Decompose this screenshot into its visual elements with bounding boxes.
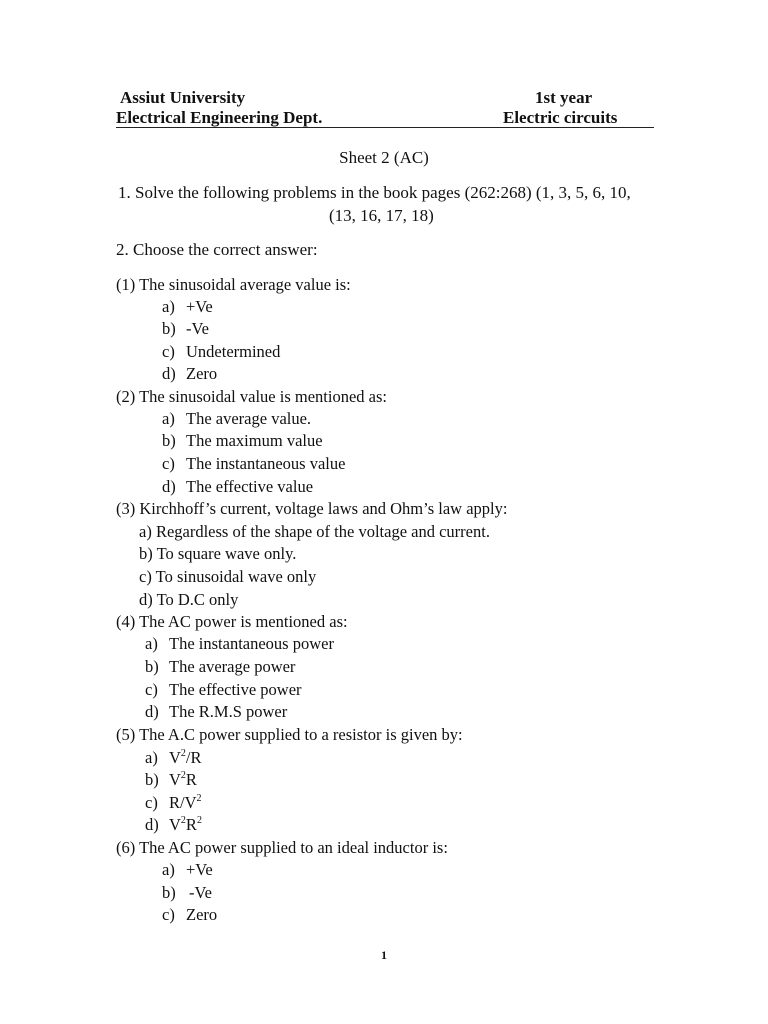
option-label: b) [162, 883, 176, 902]
q5-option-c [145, 793, 202, 813]
university-name: Assiut University [120, 88, 246, 107]
q2-option-d [162, 477, 313, 497]
formula-rest: R [185, 770, 197, 789]
sheet-title: Sheet 2 (AC) [339, 148, 429, 167]
question-5: (5) The A.C power supplied to a resistor is given by: [116, 725, 463, 744]
option-label: c) [162, 454, 175, 473]
option-label: d) [162, 364, 176, 383]
option-text: The instantaneous value [186, 454, 346, 473]
option-label: c) [145, 680, 158, 699]
option-text: The effective power [169, 680, 302, 699]
question-2: (2) The sinusoidal value is mentioned as: [116, 387, 387, 406]
header-divider [116, 127, 654, 128]
q4-option-d [145, 702, 287, 722]
option-label: a) [145, 634, 158, 653]
formula-rest: /R [185, 748, 202, 767]
option-label: c) [162, 905, 175, 924]
option-label: c) [162, 342, 175, 361]
formula-exponent: 2 [180, 748, 186, 759]
option-text: The average value. [186, 409, 312, 428]
formula-base: R/V [169, 793, 197, 812]
formula-base: V [169, 815, 181, 834]
q4-option-b [145, 657, 295, 677]
option-label: c) [145, 793, 158, 812]
formula-rest: R [185, 815, 197, 834]
option-text: +Ve [186, 860, 213, 879]
q1-option-c [162, 342, 280, 362]
option-text: The effective value [186, 477, 314, 496]
option-label: a) [162, 860, 175, 879]
section2-heading: 2. Choose the correct answer: [116, 240, 318, 259]
q5-option-d [145, 815, 202, 835]
option-text: The average power [169, 657, 296, 676]
option-label: b) [145, 657, 159, 676]
q5-option-b [145, 770, 197, 790]
question-3: (3) Kirchhoff’s current, voltage laws and Ohm’s law apply: [116, 499, 508, 518]
option-label: a) [145, 748, 158, 767]
q2-option-c [162, 454, 345, 474]
q6-option-b [162, 883, 212, 903]
option-label: a) [162, 409, 175, 428]
q6-option-a [162, 860, 213, 880]
option-label: d) [162, 477, 176, 496]
formula-base: V [169, 748, 181, 767]
option-text: Zero [186, 364, 218, 383]
option-text: +Ve [186, 297, 213, 316]
formula-exponent: 2 [180, 770, 186, 781]
formula-exponent: 2 [180, 815, 186, 826]
option-text: The R.M.S power [169, 702, 288, 721]
option-text: The maximum value [186, 431, 323, 450]
q1-option-d [162, 364, 217, 384]
option-label: d) [145, 815, 159, 834]
q3-option-c: c) To sinusoidal wave only [139, 567, 317, 586]
question-1: (1) The sinusoidal average value is: [116, 275, 351, 294]
section1-line2: (13, 16, 17, 18) [329, 206, 434, 225]
formula-exponent: 2 [196, 793, 202, 804]
q3-option-a: a) Regardless of the shape of the voltage and current. [139, 522, 490, 541]
study-year: 1st year [535, 88, 593, 107]
option-label: d) [145, 702, 159, 721]
q1-option-b [162, 319, 209, 339]
option-label: b) [162, 319, 176, 338]
course-name: Electric circuits [503, 108, 618, 127]
question-6: (6) The AC power supplied to an ideal inductor is: [116, 838, 448, 857]
option-text: -Ve [186, 319, 209, 338]
q1-option-a [162, 297, 213, 317]
option-text: -Ve [189, 883, 212, 902]
q4-option-a [145, 634, 334, 654]
option-label: b) [145, 770, 159, 789]
option-label: b) [162, 431, 176, 450]
page-number: 1 [381, 948, 387, 962]
option-text: The instantaneous power [169, 634, 334, 653]
formula-base: V [169, 770, 181, 789]
q2-option-a [162, 409, 311, 429]
q4-option-c [145, 680, 302, 700]
q6-option-c [162, 905, 217, 925]
q5-option-a [145, 748, 202, 768]
section1-line1: 1. Solve the following problems in the book pages (262:268) (1, 3, 5, 6, 10, [118, 183, 631, 202]
question-4: (4) The AC power is mentioned as: [116, 612, 348, 631]
q2-option-b [162, 431, 323, 451]
department-name: Electrical Engineering Dept. [116, 108, 323, 127]
option-text: Undetermined [186, 342, 281, 361]
option-text: Zero [186, 905, 218, 924]
q3-option-d: d) To D.C only [139, 590, 239, 609]
formula-exponent-2: 2 [196, 815, 202, 826]
option-label: a) [162, 297, 175, 316]
q3-option-b: b) To square wave only. [139, 544, 297, 563]
